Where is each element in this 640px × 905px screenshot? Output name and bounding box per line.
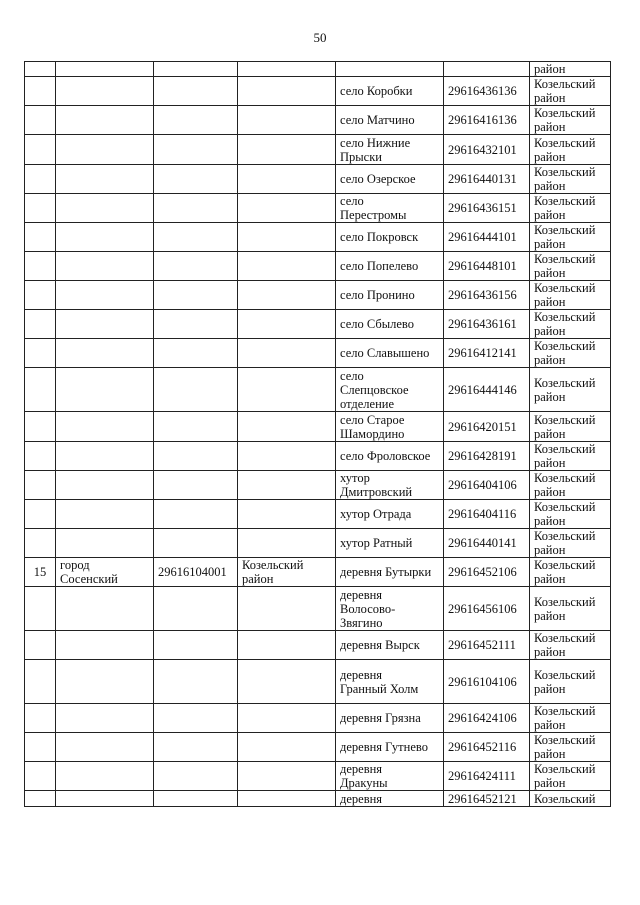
cell-settlement-name: село Перестромы	[336, 194, 444, 223]
cell-row-number	[25, 194, 56, 223]
cell-row-number	[25, 587, 56, 631]
table-row	[25, 733, 611, 762]
page-number: 50	[313, 30, 327, 45]
cell-municipal-district	[238, 500, 336, 529]
cell-municipality	[56, 77, 154, 106]
cell-settlement-code: 29616448101	[444, 252, 530, 281]
cell-municipal-district	[238, 194, 336, 223]
cell-oktmo-code	[154, 500, 238, 529]
cell-row-number	[25, 310, 56, 339]
cell-settlement-name: деревня Бутырки	[336, 558, 444, 587]
table-row	[25, 558, 611, 587]
cell-row-number	[25, 660, 56, 704]
cell-row-number	[25, 791, 56, 807]
cell-oktmo-code	[154, 442, 238, 471]
table-row	[25, 194, 611, 223]
cell-settlement-district: Козельский район	[530, 135, 611, 165]
cell-settlement-code: 29616424106	[444, 704, 530, 733]
cell-municipality	[56, 194, 154, 223]
cell-municipal-district	[238, 791, 336, 807]
cell-settlement-district: Козельский район	[530, 471, 611, 500]
cell-settlement-code: 29616428191	[444, 442, 530, 471]
cell-settlement-code: 29616440131	[444, 165, 530, 194]
cell-oktmo-code	[154, 106, 238, 135]
cell-municipal-district	[238, 660, 336, 704]
cell-oktmo-code	[154, 762, 238, 791]
table-row	[25, 62, 611, 77]
table-row	[25, 762, 611, 791]
cell-oktmo-code: 29616104001	[154, 558, 238, 587]
cell-municipality	[56, 368, 154, 412]
cell-settlement-district: Козельский район	[530, 558, 611, 587]
cell-oktmo-code	[154, 339, 238, 368]
cell-municipality	[56, 442, 154, 471]
cell-settlement-code: 29616452106	[444, 558, 530, 587]
cell-row-number	[25, 368, 56, 412]
cell-oktmo-code	[154, 791, 238, 807]
cell-oktmo-code	[154, 223, 238, 252]
cell-settlement-name: деревня Гутнево	[336, 733, 444, 762]
cell-settlement-name: село Старое Шамордино	[336, 412, 444, 442]
table-row	[25, 106, 611, 135]
table-row	[25, 529, 611, 558]
cell-municipal-district	[238, 135, 336, 165]
cell-municipal-district	[238, 368, 336, 412]
cell-settlement-name: село Матчино	[336, 106, 444, 135]
cell-municipality	[56, 339, 154, 368]
cell-settlement-code: 29616420151	[444, 412, 530, 442]
cell-settlement-code: 29616416136	[444, 106, 530, 135]
cell-municipality	[56, 135, 154, 165]
cell-municipality	[56, 310, 154, 339]
cell-municipal-district	[238, 252, 336, 281]
cell-row-number	[25, 471, 56, 500]
cell-municipality	[56, 412, 154, 442]
cell-municipality	[56, 281, 154, 310]
cell-oktmo-code	[154, 368, 238, 412]
cell-settlement-code: 29616104106	[444, 660, 530, 704]
cell-settlement-name: село Фроловское	[336, 442, 444, 471]
cell-municipality	[56, 631, 154, 660]
cell-municipal-district	[238, 106, 336, 135]
cell-settlement-district: Козельский район	[530, 529, 611, 558]
cell-settlement-code: 29616452116	[444, 733, 530, 762]
cell-oktmo-code	[154, 529, 238, 558]
cell-settlement-name: село Слепцовское отделение	[336, 368, 444, 412]
cell-row-number	[25, 106, 56, 135]
cell-settlement-name: хутор Дмитровский	[336, 471, 444, 500]
cell-settlement-code: 29616444101	[444, 223, 530, 252]
cell-settlement-district: Козельский район	[530, 165, 611, 194]
cell-settlement-district: Козельский район	[530, 587, 611, 631]
cell-municipality	[56, 223, 154, 252]
cell-municipality	[56, 106, 154, 135]
cell-row-number	[25, 165, 56, 194]
cell-row-number	[25, 281, 56, 310]
cell-oktmo-code	[154, 587, 238, 631]
cell-municipality	[56, 733, 154, 762]
cell-municipality	[56, 252, 154, 281]
table-row	[25, 165, 611, 194]
table-row	[25, 310, 611, 339]
cell-row-number	[25, 762, 56, 791]
cell-row-number	[25, 704, 56, 733]
cell-settlement-district: район	[530, 62, 611, 77]
table-row	[25, 587, 611, 631]
cell-row-number	[25, 77, 56, 106]
cell-settlement-code: 29616412141	[444, 339, 530, 368]
cell-settlement-code: 29616452111	[444, 631, 530, 660]
cell-oktmo-code	[154, 631, 238, 660]
cell-oktmo-code	[154, 471, 238, 500]
cell-settlement-name: село Сбылево	[336, 310, 444, 339]
table-row	[25, 368, 611, 412]
cell-municipal-district	[238, 587, 336, 631]
table-row	[25, 412, 611, 442]
cell-settlement-district: Козельский район	[530, 252, 611, 281]
cell-municipal-district	[238, 762, 336, 791]
cell-oktmo-code	[154, 733, 238, 762]
cell-settlement-code: 29616440141	[444, 529, 530, 558]
cell-settlement-district: Козельский район	[530, 339, 611, 368]
cell-settlement-name: село Коробки	[336, 77, 444, 106]
cell-municipal-district	[238, 442, 336, 471]
cell-municipality	[56, 660, 154, 704]
cell-settlement-name: хутор Отрада	[336, 500, 444, 529]
table-row	[25, 442, 611, 471]
cell-settlement-code: 29616436156	[444, 281, 530, 310]
cell-row-number	[25, 412, 56, 442]
cell-oktmo-code	[154, 281, 238, 310]
cell-settlement-district: Козельский район	[530, 310, 611, 339]
cell-municipal-district	[238, 310, 336, 339]
cell-row-number	[25, 252, 56, 281]
cell-municipal-district	[238, 165, 336, 194]
cell-settlement-name: деревня Волосово- Звягино	[336, 587, 444, 631]
cell-municipal-district	[238, 471, 336, 500]
cell-settlement-code	[444, 62, 530, 77]
cell-municipality	[56, 762, 154, 791]
cell-oktmo-code	[154, 660, 238, 704]
cell-settlement-district: Козельский район	[530, 106, 611, 135]
cell-municipal-district	[238, 62, 336, 77]
cell-settlement-name: село Славышено	[336, 339, 444, 368]
cell-municipal-district	[238, 631, 336, 660]
table-row	[25, 791, 611, 807]
cell-oktmo-code	[154, 62, 238, 77]
cell-oktmo-code	[154, 412, 238, 442]
cell-row-number	[25, 500, 56, 529]
table-row	[25, 77, 611, 106]
cell-settlement-district: Козельский район	[530, 412, 611, 442]
cell-municipality	[56, 62, 154, 77]
table-row	[25, 500, 611, 529]
cell-settlement-district: Козельский район	[530, 281, 611, 310]
cell-municipal-district	[238, 704, 336, 733]
cell-municipal-district	[238, 529, 336, 558]
cell-row-number: 15	[25, 558, 56, 587]
cell-municipal-district: Козельский район	[238, 558, 336, 587]
cell-settlement-district: Козельский район	[530, 500, 611, 529]
cell-municipality	[56, 587, 154, 631]
cell-settlement-name	[336, 62, 444, 77]
cell-municipal-district	[238, 223, 336, 252]
table-row	[25, 660, 611, 704]
cell-row-number	[25, 135, 56, 165]
cell-settlement-name: село Озерское	[336, 165, 444, 194]
table-row	[25, 471, 611, 500]
cell-settlement-district: Козельский район	[530, 631, 611, 660]
cell-municipal-district	[238, 412, 336, 442]
cell-row-number	[25, 733, 56, 762]
cell-settlement-code: 29616404116	[444, 500, 530, 529]
cell-settlement-code: 29616424111	[444, 762, 530, 791]
table-body	[25, 62, 611, 807]
cell-settlement-name: село Покровск	[336, 223, 444, 252]
cell-row-number	[25, 223, 56, 252]
cell-row-number	[25, 62, 56, 77]
cell-settlement-district: Козельский район	[530, 368, 611, 412]
cell-settlement-name: деревня Гранный Холм	[336, 660, 444, 704]
cell-settlement-code: 29616456106	[444, 587, 530, 631]
cell-settlement-district: Козельский район	[530, 704, 611, 733]
cell-settlement-district: Козельский район	[530, 223, 611, 252]
cell-oktmo-code	[154, 135, 238, 165]
table-row	[25, 223, 611, 252]
cell-settlement-code: 29616404106	[444, 471, 530, 500]
cell-settlement-code: 29616444146	[444, 368, 530, 412]
table-row	[25, 135, 611, 165]
cell-oktmo-code	[154, 704, 238, 733]
cell-municipality: город Сосенский	[56, 558, 154, 587]
cell-municipality	[56, 165, 154, 194]
cell-oktmo-code	[154, 77, 238, 106]
cell-row-number	[25, 442, 56, 471]
cell-row-number	[25, 631, 56, 660]
cell-municipal-district	[238, 339, 336, 368]
cell-municipality	[56, 500, 154, 529]
table-row	[25, 631, 611, 660]
settlements-table	[24, 61, 611, 807]
cell-settlement-code: 29616452121	[444, 791, 530, 807]
cell-settlement-district: Козельский район	[530, 733, 611, 762]
cell-municipal-district	[238, 733, 336, 762]
cell-settlement-name: деревня Дракуны	[336, 762, 444, 791]
cell-settlement-code: 29616436136	[444, 77, 530, 106]
cell-municipal-district	[238, 77, 336, 106]
cell-settlement-district: Козельский район	[530, 77, 611, 106]
table-row	[25, 704, 611, 733]
cell-settlement-name: село Попелево	[336, 252, 444, 281]
cell-settlement-district: Козельский	[530, 791, 611, 807]
cell-municipality	[56, 471, 154, 500]
cell-row-number	[25, 529, 56, 558]
cell-settlement-district: Козельский район	[530, 660, 611, 704]
cell-oktmo-code	[154, 165, 238, 194]
cell-oktmo-code	[154, 310, 238, 339]
cell-settlement-district: Козельский район	[530, 762, 611, 791]
table-row	[25, 339, 611, 368]
cell-oktmo-code	[154, 194, 238, 223]
cell-settlement-name: село Нижние Прыски	[336, 135, 444, 165]
cell-municipal-district	[238, 281, 336, 310]
table-row	[25, 281, 611, 310]
cell-oktmo-code	[154, 252, 238, 281]
cell-municipality	[56, 529, 154, 558]
cell-settlement-name: хутор Ратный	[336, 529, 444, 558]
cell-settlement-district: Козельский район	[530, 442, 611, 471]
cell-settlement-name: деревня Вырск	[336, 631, 444, 660]
table-row	[25, 252, 611, 281]
cell-settlement-district: Козельский район	[530, 194, 611, 223]
cell-settlement-code: 29616436161	[444, 310, 530, 339]
cell-municipality	[56, 791, 154, 807]
cell-municipality	[56, 704, 154, 733]
cell-settlement-code: 29616432101	[444, 135, 530, 165]
cell-settlement-name: деревня	[336, 791, 444, 807]
cell-settlement-code: 29616436151	[444, 194, 530, 223]
cell-row-number	[25, 339, 56, 368]
cell-settlement-name: деревня Грязна	[336, 704, 444, 733]
cell-settlement-name: село Пронино	[336, 281, 444, 310]
